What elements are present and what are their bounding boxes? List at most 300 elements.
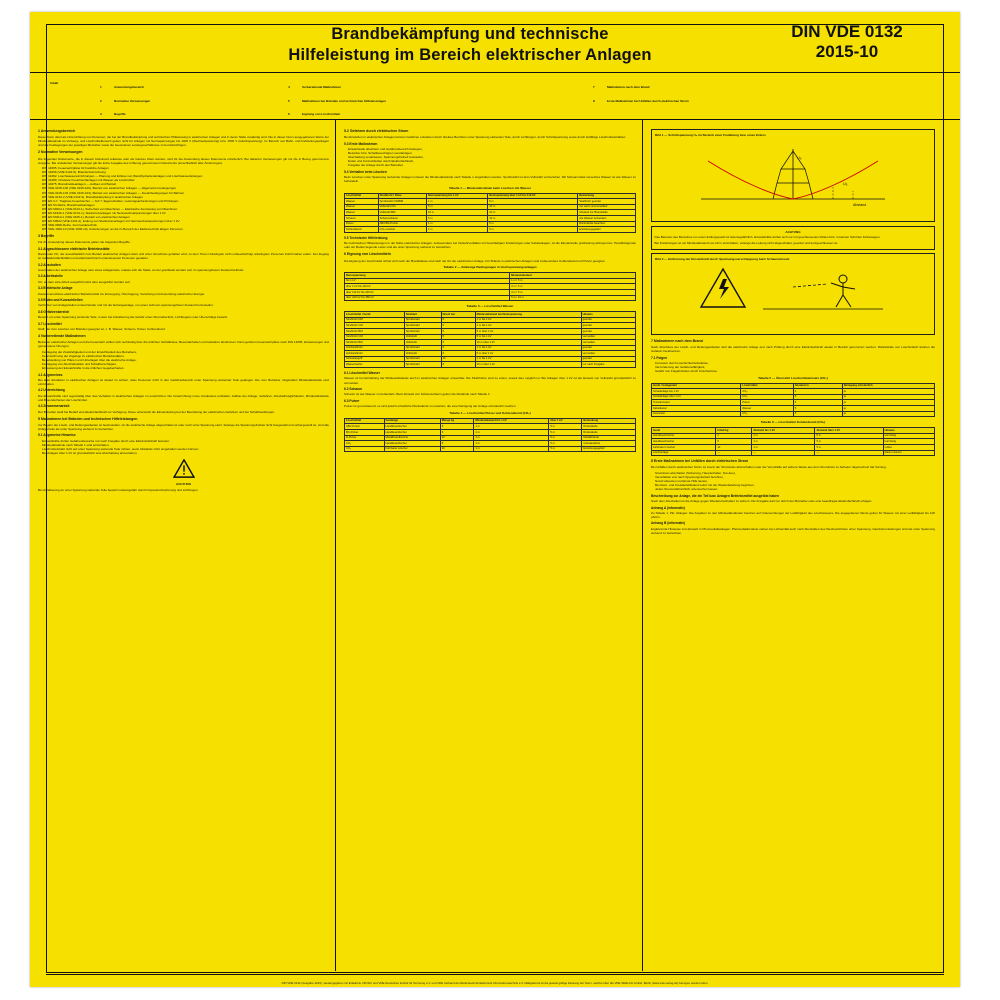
annex-b-heading: Anhang B (informativ) xyxy=(651,521,686,526)
table-cell: Schaltanlage bis 1 kV xyxy=(652,389,741,395)
table-cell: 1 m xyxy=(427,199,488,205)
toc-item xyxy=(100,81,280,95)
table-cell: 5 m xyxy=(549,424,582,430)
contents-label: Inhalt xyxy=(50,81,59,85)
list-item: DIN VDE 1000-10 (VDE 1000-10), Anforderungen an die im Bereich der Elektrotechnik tätigen Personen xyxy=(42,226,183,231)
poster-title xyxy=(210,24,730,66)
table-cell: Handfeuerlöscher xyxy=(652,433,716,439)
table-cell: nur nach Freigabe xyxy=(581,362,635,368)
list-item: DIN EN 3-7, Tragbare Feuerlöscher — Teil 7: Eigenschaften, Leistungsanforderungen und Prüfungen xyxy=(42,198,179,203)
subsection-heading: 3.7 Löschmittel xyxy=(38,321,62,326)
table-cell: 1 m xyxy=(474,424,549,430)
table-cell: 5 m xyxy=(427,204,488,210)
figure-1-label-3: Abstand xyxy=(853,203,867,208)
table-cell: 1 m xyxy=(752,445,815,451)
list-item: Löschmittelstrahl nicht auf unter Spannung stehende Teile richten, wenn Abstände nicht eingehalten werden können. xyxy=(42,446,200,451)
table-cell: 5 xyxy=(441,340,475,346)
table-cell: Strahlrohr DM xyxy=(345,317,405,323)
list-item: Betreiber bzw. Schaltberechtigten verständigen, xyxy=(348,151,413,156)
subsection-heading: 5.1 Allgemeine Hinweise xyxy=(38,433,76,438)
section-heading: 2 Normative Verweisungen xyxy=(38,150,83,155)
table-caption: Tabelle 6 — Löschmittel Kohlendioxid (CO₂) xyxy=(760,420,826,425)
subsection-heading: 3.2 Abschalten xyxy=(38,262,61,267)
poster-footer: DIN VDE 0132 (Ausgabe 2015), wiedergegeben mit Erlaubnis. DIN EV und VDE Deutsches Institut für Normung e.V. und VDE Verband der Elektrotechnik Elektronik Informationstechnik e.V. Maßgebend ist die jeweils gültige Fassung der Norm, welche über die VDE VERLAG GmbH, Berlin (www.vde-verlag.de) bezogen werden kann. xyxy=(281,981,709,985)
table-cell: 1 m xyxy=(474,435,549,441)
list-item: DIN EN 60204-1 (VDE 0113-1), Sicherheit von Maschinen — Elektrische Ausrüstung von Maschinen xyxy=(42,206,178,211)
list-item: Gefahr von Folgebränden durch Kriechströme. xyxy=(655,369,718,374)
list-item: DIN EN 50110-1 (VDE 0105-1), Betrieb von elektrischen Anlagen xyxy=(42,214,130,219)
table-cell: Raum räumen xyxy=(883,450,934,456)
table-header-cell: Löschmittel / Gerät xyxy=(345,312,405,318)
table-cell: kurzzeitig xyxy=(883,433,934,439)
warning-triangle-icon xyxy=(173,459,195,479)
table-cell: Generator xyxy=(652,411,741,417)
section-text: Bei Einsätzen in elektrischen Anlagen können Gefahren entstehen durch direktes Berühren unter Spannung stehender Teile, durch Lichtbögen, durch Schrittspannung sowie durch leitfähige Löschmittelstrahlen. xyxy=(344,135,627,140)
table-cell: geerdet xyxy=(581,323,635,329)
table-water-extinguishant xyxy=(344,311,636,368)
table-header-cell: Gerät / Anlagenteil xyxy=(652,383,741,389)
table-header-cell: Strahlrohr / Düse xyxy=(378,193,426,199)
list-item: DIN 14675, Brandmeldeanlagen — Aufbau und Betrieb xyxy=(42,182,117,187)
subsection-text: Stoff, der zum Löschen von Bränden geeignet ist, z. B. Wasser, Schaum, Pulver, Kohlendioxid. xyxy=(38,327,166,332)
table-cell: 5 m über 1 kV xyxy=(475,351,581,357)
table-cell: 5 xyxy=(716,439,752,445)
annex-a-heading: Anhang A (informativ) xyxy=(651,505,685,510)
table-cell: Kohlendioxid xyxy=(345,227,379,233)
table-cell: Erstickungsgefahr xyxy=(578,227,636,233)
list-item: Einweisung der Einsatzkräfte in die örtlichen Gegebenheiten. xyxy=(42,366,125,371)
warning-triangle-svg xyxy=(173,459,195,478)
toc-text: Normative Verweisungen xyxy=(114,98,151,103)
toc-item xyxy=(593,81,903,95)
table-caption: Tabelle 4 — Löschmittel Pulver und Kohlendioxid (CO₂) xyxy=(449,410,531,415)
title-line-1: Brandbekämpfung und technische xyxy=(331,25,609,43)
table-cell: Löschanlage xyxy=(652,450,716,456)
section-text: Vor Beginn der Lösch- und Rettungsarbeiten ist festzustellen, ob die elektrische Anlage abgeschaltet ist oder noch unter Spannung steht. Solange die Spannungsfreiheit nicht festgestellt und sichergestellt ist, sind alle Anlagenteile als unter Spannung stehend zu betrachten. xyxy=(38,422,329,432)
figure-1-label-1: U₅ xyxy=(843,181,848,187)
subsection-text: Beim Löschen unter Spannung stehender Anlagen müssen die Mindestabstände nach Tabelle 1 eingehalten werden. Sprühstrahl ist dem Vollstrahl vorzuziehen. Mit Schaummittel versetztes Wasser ist wie Wasser zu behandeln. xyxy=(344,175,636,184)
poster-body xyxy=(30,120,960,971)
table-cell: Erstickungsgefahr xyxy=(582,446,636,452)
subsection-heading: 7.1 Folgen xyxy=(651,355,668,360)
list-item: Kennzeichnung der Zugänge zu elektrischen Betriebsstätten, xyxy=(42,354,125,359)
toc-number: 7 xyxy=(593,85,595,89)
table-header-cell: Reinigung erforderlich xyxy=(842,383,934,389)
consequences-list xyxy=(651,361,935,373)
table-cell: Wasser xyxy=(345,210,379,216)
table-cell: ja xyxy=(842,394,934,400)
table-cell: Fahrbarer Löscher xyxy=(384,446,440,452)
table-cell: 5 xyxy=(793,400,842,406)
table-cell: Strahlrohr BM xyxy=(345,328,405,334)
table-cell: CO₂ xyxy=(345,446,385,452)
table-cell: — xyxy=(716,450,752,456)
toc-text: Erste Maßnahmen bei Unfällen durch elektrischen Strom xyxy=(607,98,689,103)
table-cell: 5 m xyxy=(488,221,578,227)
toc-number: 3 xyxy=(100,112,102,116)
table-header-cell: Nennspannung bis 1 kV xyxy=(427,193,488,199)
subsection-heading: 4.3 Zusammenarbeit xyxy=(38,404,70,409)
standard-date: 2015-10 xyxy=(815,42,879,61)
normative-reference-list xyxy=(38,166,329,231)
table-cell: ja xyxy=(842,406,934,412)
table-cell: Vollstrahl CM xyxy=(378,204,426,210)
annex-b-text: Ergänzende Hinweise zum Einsatz in Photovoltaikanlagen: Photovoltaikmodule stehen bei Lichteinfall auch nach Abschalten des Wechselrichters unter Spannung. Gleichstromleitungen sind als unter Spannung stehend zu betrachten. xyxy=(651,526,935,535)
table-cell: nur wenn unvermeidbar xyxy=(578,204,636,210)
table-cell: Fahrbarer Löscher xyxy=(652,445,716,451)
toc-text: Vorbereitende Maßnahmen xyxy=(302,85,341,89)
table-cell: D-Pulver xyxy=(345,435,385,441)
toc-number: 8 xyxy=(593,98,595,103)
list-item: Mindestabstände nach Tabelle 1 sind einzuhalten. xyxy=(42,442,110,447)
footer-divider xyxy=(46,974,944,975)
section-text: Diese Norm dient als Unterrichtung von Personen, die bei der Brandbekämpfung und technischen Hilfeleistung in elektrischen Anlagen und in deren Nähe zuständig sind. Die in dieser Norm ausgegebenen Werte der Mindestabstände im Vorbeug- und Löschmittelbereich gelten nicht für Anlagen mit Nennspannungen bis 1000 V (Wechselspannung) bzw. 1500 V (Gleichspannung). Im Bereich von Bahn- und Fahrleitungsanlagen sind die Festlegungen der jeweiligen Betreiber sowie die besonderen Leitungsverhältnisse zu berücksichtigen. xyxy=(38,135,329,148)
body-column-middle xyxy=(336,124,642,971)
table-cell: Handfeuerlöscher xyxy=(384,441,440,447)
subsection-text: Verbinden von Anlagenteilen untereinander und mit der Erdungsanlage, um einen sicheren spannungsfreien Zustand herzustellen. xyxy=(38,303,214,308)
list-item: Korrosion durch Löschmittelrückstände, xyxy=(655,361,709,365)
toc-item xyxy=(100,108,280,119)
preparation-measures-list xyxy=(38,350,329,370)
list-item: Stromkreis abschalten (Sicherung, Hauptschalter, Not-Aus), xyxy=(655,471,736,476)
table-cell: geerdet xyxy=(581,328,635,334)
table-cell: Rückstände beachten xyxy=(578,221,636,227)
toc-item xyxy=(288,81,588,95)
subsection-heading: 6.2 Schaum xyxy=(344,386,363,391)
first-aid-list xyxy=(651,471,935,491)
list-item: Abschaltung veranlassen, Spannungsfreiheit feststellen, xyxy=(348,155,424,160)
table-cell: 5 m xyxy=(549,435,582,441)
section-text: Nach Abschluss der Lösch- und Rettungsarbeiten darf die elektrische Anlage erst nach Prüfung durch eine Elektrofachkraft wieder in Betrieb genommen werden. Rückstände von Löschmitteln können die Isolation herabsetzen. xyxy=(651,345,935,354)
subsection-text: Bei allen Einsätzen in elektrischen Anlagen ist darauf zu achten, dass Personen nicht in den Gefahrenbereich unter Spannung stehender Teile gelangen. Die vom Betreiber mitgeteilten Mindestabstände sind einzuhalten. xyxy=(38,377,329,387)
section-heading: 1 Anwendungsbereich xyxy=(38,129,76,133)
table-header-cell: Druck bar xyxy=(441,312,475,318)
table-cell: ja xyxy=(842,400,934,406)
standard-number: DIN VDE 0132 xyxy=(791,22,903,41)
subsection-text: Pulver ist gut isolierend; es sind jedoch erhebliche Rückstände zu erwarten, die eine Reinigung der Anlage erforderlich machen. xyxy=(344,404,517,409)
table-cell: 1 m xyxy=(752,439,815,445)
table-cell: Rückstände xyxy=(582,424,636,430)
toc-text: Begriffe xyxy=(114,112,126,116)
table-cell: vermeiden xyxy=(581,351,635,357)
table-cell: Handfeuerlöscher xyxy=(384,424,440,430)
table-cell: Abstand zur Brandstelle xyxy=(578,210,636,216)
subsection-heading: 3.3 Arbeitsstelle xyxy=(38,274,63,279)
table-row xyxy=(345,227,636,233)
table-cell: Schwerschaum xyxy=(378,216,426,222)
table-header-cell: Mindestabstand xyxy=(510,273,636,279)
list-item: Freigabe der Anlage durch den Betreiber. xyxy=(348,163,404,168)
list-item: Verminderung der Isolationsfähigkeit, xyxy=(655,365,706,370)
section-text: Bei Unfällen durch elektrischen Strom ist zuerst der Stromkreis abzuschalten oder der Verunfallte auf sichere Weise aus dem Stromkreis zu befreien. Eigenschutz hat Vorrang. xyxy=(651,465,887,470)
table-cell: 1 xyxy=(793,389,842,395)
note-text: Das Betreten des Bereiches um einen Erdungspunkt ist lebensgefährlich. Einsatzkräfte dürfen sich nur mit geschlossenen Füßen bzw. in kleinen Schritten fortbewegen. xyxy=(654,235,881,240)
table-co2-devices xyxy=(651,427,935,456)
toc-number: 2 xyxy=(100,98,102,103)
table-cell: 5 m xyxy=(488,199,578,205)
table-cell: Hohlstrahlrohr xyxy=(345,351,405,357)
subsection-heading: 6.1 Löschmittel Wasser xyxy=(344,371,381,376)
table-header-cell: Hinweis xyxy=(581,312,635,318)
table-cell: 3 m / 5 m xyxy=(510,284,636,290)
note-box-1 xyxy=(651,226,935,250)
toc-item xyxy=(593,95,903,109)
table-cell: Transformator xyxy=(652,400,741,406)
table-header-cell: Bemerkung xyxy=(582,418,636,424)
table-cell: 5 xyxy=(441,328,475,334)
table-cell: Strahlrohr BM xyxy=(345,340,405,346)
note-text-2: Bei Freileitungen ist ein Mindestabstand von 20 m einzuhalten, solange die Leitung nicht abgeschaltet, geerdet und kurzgeschlossen ist. xyxy=(654,240,839,245)
table-caption: Tabelle 5 — Übersicht Löschmitteleinsatz (CO₂) xyxy=(758,375,828,380)
table-cell: 10 m xyxy=(488,204,578,210)
section-heading: 5.2 Gefahren durch elektrischen Strom xyxy=(344,129,409,133)
table-cell: Lüften xyxy=(883,445,934,451)
table-cell: 5 xyxy=(793,394,842,400)
table-cell: Sprühstrahl CM/BM xyxy=(378,199,426,205)
table-cell: Sprühstrahl xyxy=(404,345,441,351)
table-cell: 5 xyxy=(441,334,475,340)
table-minimum-distances xyxy=(344,193,636,233)
table-of-contents xyxy=(30,73,960,119)
figure-1-caption: Bild 1 — Schrittspannung U₅ im Bereich einer Freileitung bzw. eines Erders xyxy=(655,133,766,137)
table-cell: geerdet xyxy=(581,317,635,323)
table-cell: 5 xyxy=(440,441,474,447)
table-cell: Handfeuerlöscher xyxy=(652,439,716,445)
table-cell: 5 m / 10 m xyxy=(510,295,636,301)
table-cell: Schnellangriff xyxy=(345,356,405,362)
table-cell: Metallbrände xyxy=(582,435,636,441)
table-cell: 12 xyxy=(440,435,474,441)
table-cell: 5 m xyxy=(815,445,883,451)
subsection-heading: Beschreibung zur Anlage, die ein Teil bzw. Anlagen Betriebsmittel ausgelöst haben xyxy=(651,493,779,498)
table-cell: 1 m xyxy=(752,433,815,439)
table-cell: Rückstände xyxy=(582,429,636,435)
table-cell: CO₂ xyxy=(741,389,793,395)
table-cell: 4 m / 5 m xyxy=(510,289,636,295)
toc-number: 1 xyxy=(100,85,102,89)
table-header-cell: Löschmittel xyxy=(345,193,379,199)
list-item: DIN EN 54-Reihe, Brandmeldeanlagen xyxy=(42,202,95,207)
poster xyxy=(30,12,960,987)
toc-text: Maßnahmen bei Bränden und technischen Hilfeleistungen xyxy=(302,98,386,103)
note-title: ACHTUNG xyxy=(785,229,801,234)
section-heading: 3 Begriffe xyxy=(38,233,55,238)
table-cell: CO₂ xyxy=(741,411,793,417)
table-cell: — xyxy=(752,450,815,456)
table-cell: CO₂ xyxy=(741,394,793,400)
table-powder-co2 xyxy=(344,418,636,453)
list-item: Jeden Stromunfall ärztlich untersuchen lassen. xyxy=(655,487,719,492)
toc-item xyxy=(288,95,588,109)
table-cell: BC-Pulver xyxy=(345,429,385,435)
table-cell: Metallbrandlöscher xyxy=(384,435,440,441)
table-cell: Sprühstrahl xyxy=(404,317,441,323)
subsection-heading: 4.2 Unterrichtung xyxy=(38,388,65,393)
section-text: Betreiber elektrischer Anlagen und die Feuerwehr sollten sich rechtzeitig über die örtlichen Verhältnisse, Besonderheiten und Gefahren abstimmen. Dazu gehören Feuerwehrpläne nach DIN 14095, Einweisungen und gemeinsame Übungen. xyxy=(38,340,329,349)
table-header-cell: über 1 kV xyxy=(549,418,582,424)
subsection-text: Die Einsatzkräfte sind regelmäßig über das Verhalten in elektrischen Anlagen zu unterrichten. Die Unterrichtung muss mindestens enthalten: Aufbau der Anlage, Gefahren, Abschaltmöglichkeiten, Mindestabstände und Besonderheiten der Löschmittel. xyxy=(38,393,329,402)
table-cell: Wasser xyxy=(345,204,379,210)
subsection-text: Ort, an dem eine Arbeit ausgeführt wird oder ausgeführt werden soll. xyxy=(38,279,131,284)
list-item: Bei Atem- und Kreislaufstillstand sofort mit der Wiederbelebung beginnen, xyxy=(655,483,755,488)
subsection-text: Zusammenschluss elektrischer Betriebsmittel zur Erzeugung, Übertragung, Verteilung und Anwendung elektrischer Energie. xyxy=(38,291,205,296)
table-cell: 1 m bis 1 kV xyxy=(475,323,581,329)
toc-number: 4 xyxy=(288,85,290,89)
table-cell: 5 xyxy=(793,411,842,417)
subsection-heading: 3.6 Gefahrenbereich xyxy=(38,309,70,314)
warning-caption: ACHTUNG xyxy=(175,482,192,487)
table-cell: 5 m xyxy=(549,429,582,435)
standard-block xyxy=(762,22,932,62)
table-cell: Schaum xyxy=(345,216,379,222)
table-cell: 5 xyxy=(441,323,475,329)
table-cell: ABC/BC-Pulver xyxy=(378,221,426,227)
subsection-text: Der Betreiber stellt bei Bedarf eine Elektrofachkraft zur Verfügung. Diese unterstützt die Einsatzleitung bei der Beurteilung der elektrischen Gefahren und bei Schalthandlungen. xyxy=(38,409,275,414)
table-cell: 10 xyxy=(441,356,475,362)
table-cell: CO₂-Löscher xyxy=(378,227,426,233)
table-cell: 5 m bis 1 kV xyxy=(475,334,581,340)
table-cell: 1 m bis 1 kV xyxy=(475,356,581,362)
table-cell: Wasserwerfer xyxy=(345,362,405,368)
subsection-heading: 3.1 Abgeschlossene elektrische Betriebsstätte xyxy=(38,246,110,251)
table-header-cell: Abstand bis 1 kV xyxy=(752,428,815,434)
table-cell: 1 m xyxy=(474,446,549,452)
figure-1 xyxy=(651,129,935,222)
table-cell: Strahlrohr CM xyxy=(345,334,405,340)
figure-1-diagram xyxy=(655,139,931,209)
table-cell: Wasser xyxy=(741,406,793,412)
toc-text: Eignung von Löschmitteln xyxy=(302,112,341,116)
table-header-cell: Gerät xyxy=(652,428,716,434)
list-item: DIN VDE 0105-103 (VDE 0105-103), Betrieb von elektrischen Anlagen — Zusatzfestlegungen für Bahnen xyxy=(42,190,185,195)
table-cell: Sprühstrahl xyxy=(404,362,441,368)
table-cell: 6 xyxy=(441,351,475,357)
figure-2-diagram xyxy=(655,263,931,315)
table-cell: Sprühstrahl xyxy=(404,356,441,362)
table-header-cell: Strahlart xyxy=(404,312,441,318)
list-item: DIN 14096 (VDE 0132-5), Brandschutzordnung xyxy=(42,170,106,175)
table-cell: 1 m bis 1 kV xyxy=(475,317,581,323)
figure-1-label-2: U₆ xyxy=(797,155,802,161)
table-cell: 5 m xyxy=(488,227,578,233)
table-header-cell: Abstand m xyxy=(793,383,842,389)
subsection-heading: 3.5 Erden und Kurzschließen xyxy=(38,297,83,302)
table-cell: 6 xyxy=(441,345,475,351)
table-header-cell: Inhalt kg xyxy=(716,428,752,434)
table-cell: 1 m xyxy=(427,221,488,227)
section-heading: 6 Eignung von Löschmitteln xyxy=(344,252,391,257)
table-cell: 5 xyxy=(793,406,842,412)
contents-column-2 xyxy=(280,79,594,119)
section-heading: 4 Vorbereitende Maßnahmen xyxy=(38,334,86,339)
table-cell: über 220 kV bis 380 kV xyxy=(345,295,510,301)
table-cell: Vollstrahl xyxy=(404,340,441,346)
list-item: Festlegung von Abschaltstellen und Schaltberechtigten, xyxy=(42,362,117,367)
table-cell: 2 xyxy=(716,433,752,439)
table-header-cell: Löschmittel xyxy=(741,383,793,389)
list-item: Notruf absetzen und Erste Hilfe leisten, xyxy=(655,479,708,484)
list-item: Bei Anlagen über 1 kV ist grundsätzlich eine Abschaltung anzustreben. xyxy=(42,451,138,455)
subsection-heading: 6.3 Pulver xyxy=(344,398,360,403)
table-cell: Handfeuerlöscher xyxy=(384,429,440,435)
subsection-text: Nach dem Abschalten ist die Anlage gegen Wiedereinschalten zu sichern. Die Freigabe darf nur durch den Betreiber oder eine beauftragte Elektrofachkraft erfolgen. xyxy=(651,499,873,504)
table-cell: Kabelkanal xyxy=(652,406,741,412)
list-item: Einsatzkräfte dürfen Gefahrenbereiche nur nach Freigabe durch eine Elektrofachkraft betreten. xyxy=(42,438,170,443)
table-cell: 8 xyxy=(441,362,475,368)
table-cell: 10 m über 1 kV xyxy=(475,340,581,346)
subsection-heading: 5.3 Erste Maßnahmen xyxy=(344,141,378,146)
table-cell: 6 xyxy=(440,424,474,430)
subsection-text: Raum oder Ort, der ausschließlich zum Betrieb elektrischer Anlagen dient und unter Verschluss gehalten wird, zu dem Türen Unbefugten nicht unbeaufsichtigt unbefugtem Personen Zutritt haben sollen. Der Zugang ist nur Elektrofachkräften und elektrotechnisch unterwiesenen Personen gestattet. xyxy=(38,252,329,261)
table-cell: 10 xyxy=(716,445,752,451)
table-cell: CO₂ xyxy=(345,441,385,447)
table-cell: wie Wasser behandeln xyxy=(578,216,636,222)
list-item: Festlegung der Zuständigkeiten und der Erreichbarkeit des Betreibers, xyxy=(42,349,137,354)
table-cell: Schaltanlage über 1 kV xyxy=(652,394,741,400)
table-header-cell: Bemerkung xyxy=(578,193,636,199)
section-heading: 8 Erste Maßnahmen bei Unfällen durch elektrischen Strom xyxy=(651,459,749,464)
table-cell: Strahlrohr geerdet xyxy=(578,199,636,205)
toc-text: Maßnahmen nach dem Brand xyxy=(607,85,650,89)
table-cell: 5 m über 1 kV xyxy=(475,328,581,334)
table-cell: Sprühstrahl xyxy=(404,323,441,329)
table-cell: Pulver xyxy=(345,221,379,227)
body-column-right xyxy=(643,124,941,971)
figure-2 xyxy=(651,253,935,335)
first-measures-list xyxy=(344,147,636,167)
table-cell: Hohlstrahlrohr xyxy=(345,345,405,351)
annex-a-text: Zu Tabelle 1, Pkt. Ablegen: Die Angaben zu den Mindestabständen beruhen auf Untersuchungen der Leitfähigkeit des Löschwassers. Die angegebenen Werte gelten für Wasser mit einer Leitfähigkeit bis 100 µS/cm. xyxy=(651,510,935,519)
table-cell: 1 m bis 1 kV xyxy=(475,345,581,351)
table-permissible-conditions xyxy=(344,272,636,301)
toc-item xyxy=(100,95,280,109)
section-text: Für die Anwendung dieses Dokuments gelten die folgenden Begriffe. xyxy=(38,240,131,245)
toc-item xyxy=(288,108,588,119)
contents-column-1 xyxy=(92,79,286,119)
table-cell: 10 m xyxy=(427,210,488,216)
table-caption: Tabelle 2 — Zulässige Bedingungen in Hochspannungsanlagen xyxy=(443,265,537,270)
table-cell: über 110 kV bis 220 kV xyxy=(345,289,510,295)
subsection-heading: 3.4 Elektrische Anlage xyxy=(38,286,73,291)
table-cell: 6 xyxy=(440,429,474,435)
table-caption: Tabelle 1 — Mindestabstände beim Löschen mit Wasser xyxy=(448,185,531,190)
table-cell: geerdet xyxy=(581,345,635,351)
table-cell: Vollstrahl xyxy=(404,351,441,357)
table-cell: 10 xyxy=(440,446,474,452)
table-cell: ABC-Pulver xyxy=(345,424,385,430)
section-text: Die Eignung der Löschmittel richtet sich nach der Brandklasse und nach der Art der elektrischen Anlage. Für Brände in elektrischen Anlagen sind insbesondere Kohlendioxid und Pulver geeignet. xyxy=(344,258,606,263)
table-cell: 1 m xyxy=(427,227,488,233)
table-cell: 5 m xyxy=(815,439,883,445)
table-cell: 5 xyxy=(441,317,475,323)
table-cell: 1 m xyxy=(474,441,549,447)
table-cell: bis 1 kV xyxy=(345,278,510,284)
table-header-cell: Abstand über 1 kV xyxy=(815,428,883,434)
table-cell: Sprühstrahl xyxy=(404,328,441,334)
table-header-cell: Menge kg xyxy=(440,418,474,424)
list-item: Verunfallten erst nach Spannungsfreiheit berühren, xyxy=(655,475,724,480)
table-cell: 5 m xyxy=(427,216,488,222)
table-cell: 10 m xyxy=(488,216,578,222)
table-row xyxy=(652,411,935,417)
table-header-cell: Nennspannung über 1 kV bis 110 kV xyxy=(488,193,578,199)
subsection-heading: 4.1 Allgemeines xyxy=(38,372,63,377)
table-cell: 10 m xyxy=(488,210,578,216)
table-cell: Vollstrahl BM xyxy=(378,210,426,216)
table-cell: 1 m xyxy=(474,429,549,435)
body-column-left xyxy=(30,124,335,971)
list-item: DIN 14095, Feuerwehrpläne für bauliche Anlagen xyxy=(42,166,109,171)
